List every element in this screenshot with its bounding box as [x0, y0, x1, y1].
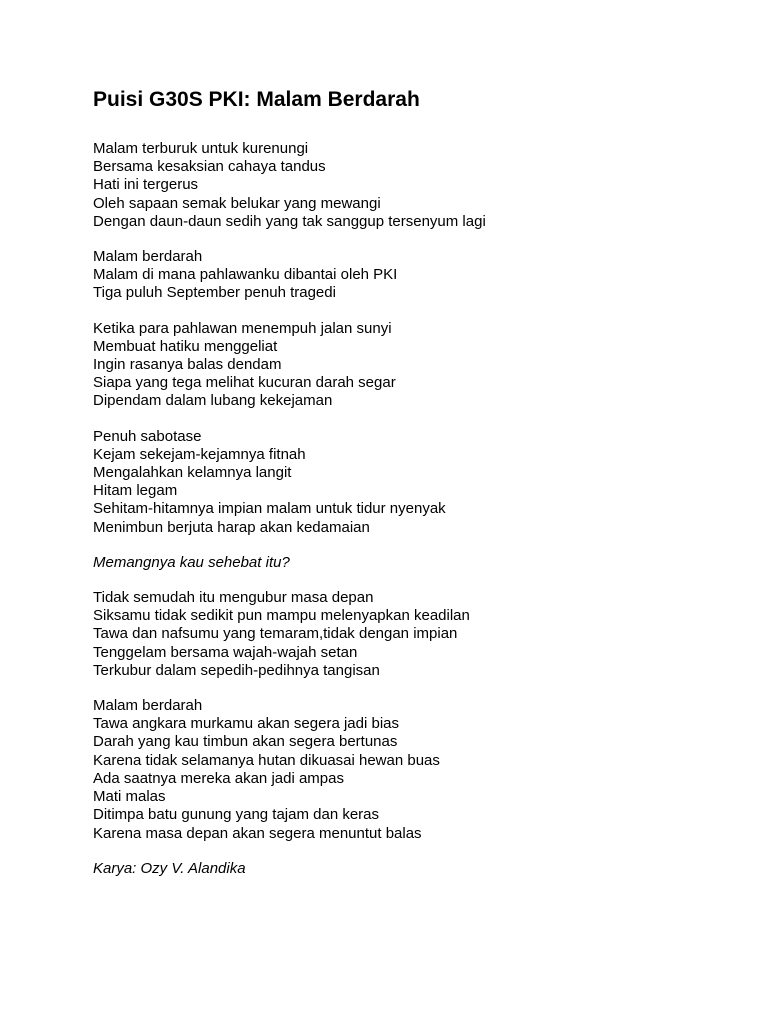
poem-line: Kejam sekejam-kejamnya fitnah — [93, 445, 306, 463]
author-credit — [93, 860, 733, 878]
poem-line: Tawa angkara murkamu akan segera jadi bias — [93, 715, 399, 733]
poem-line: Tawa dan nafsumu yang temaram,tidak dengan impian — [93, 625, 458, 643]
poem-line: Hitam legam — [93, 482, 178, 500]
stanza-2 — [93, 248, 733, 303]
stanza-5-question — [93, 554, 733, 572]
document-page — [93, 86, 733, 878]
poem-line: Siksamu tidak sedikit pun mampu melenyapkan keadilan — [93, 607, 470, 625]
poem-line: Membuat hatiku menggeliat — [93, 337, 278, 355]
poem-line: Terkubur dalam sepedih-pedihnya tangisan — [93, 661, 380, 679]
poem-line: Malam berdarah — [93, 248, 203, 266]
poem-line: Sehitam-hitamnya impian malam untuk tidur nyenyak — [93, 500, 446, 518]
poem-line: Mengalahkan kelamnya langit — [93, 464, 292, 482]
poem-line: Dengan daun-daun sedih yang tak sanggup tersenyum lagi — [93, 212, 486, 230]
poem-line: Penuh sabotase — [93, 427, 202, 445]
poem-line: Karena masa depan akan segera menuntut balas — [93, 824, 422, 842]
poem-line: Malam berdarah — [93, 697, 203, 715]
poem-title: Puisi G30S PKI: Malam Berdarah — [93, 88, 420, 111]
stanza-6 — [93, 589, 733, 680]
poem-line: Ada saatnya mereka akan jadi ampas — [93, 769, 344, 787]
poem-line: Ditimpa batu gunung yang tajam dan keras — [93, 806, 380, 824]
poem-line: Malam terburuk untuk kurenungi — [93, 140, 309, 157]
poem-line: Ketika para pahlawan menempuh jalan sunyi — [93, 319, 392, 337]
poem-line: Darah yang kau timbun akan segera bertunas — [93, 733, 398, 751]
poem-line: Siapa yang tega melihat kucuran darah segar — [93, 374, 396, 392]
stanza-3 — [93, 320, 733, 411]
poem-line: Dipendam dalam lubang kekejaman — [93, 392, 333, 410]
poem-line: Bersama kesaksian cahaya tandus — [93, 158, 326, 176]
stanza-7 — [93, 697, 733, 843]
poem-line: Malam di mana pahlawanku dibantai oleh PKI — [93, 266, 398, 284]
poem-line: Memangnya kau sehebat itu? — [93, 553, 290, 571]
poem-line: Karena tidak selamanya hutan dikuasai hewan buas — [93, 751, 440, 769]
poem-line: Tidak semudah itu mengubur masa depan — [93, 589, 374, 607]
poem-line: Ingin rasanya balas dendam — [93, 356, 282, 374]
author-credit-text: Karya: Ozy V. Alandika — [93, 859, 246, 877]
poem-line: Tenggelam bersama wajah-wajah setan — [93, 643, 358, 661]
poem-line: Oleh sapaan semak belukar yang mewangi — [93, 194, 381, 212]
poem-line: Menimbun berjuta harap akan kedamaian — [93, 518, 370, 536]
poem-line: Hati ini tergerus — [93, 176, 199, 194]
poem-line: Tiga puluh September penuh tragedi — [93, 284, 336, 302]
poem-line: Mati malas — [93, 788, 166, 806]
stanza-4 — [93, 428, 733, 537]
stanza-1 — [93, 140, 733, 231]
